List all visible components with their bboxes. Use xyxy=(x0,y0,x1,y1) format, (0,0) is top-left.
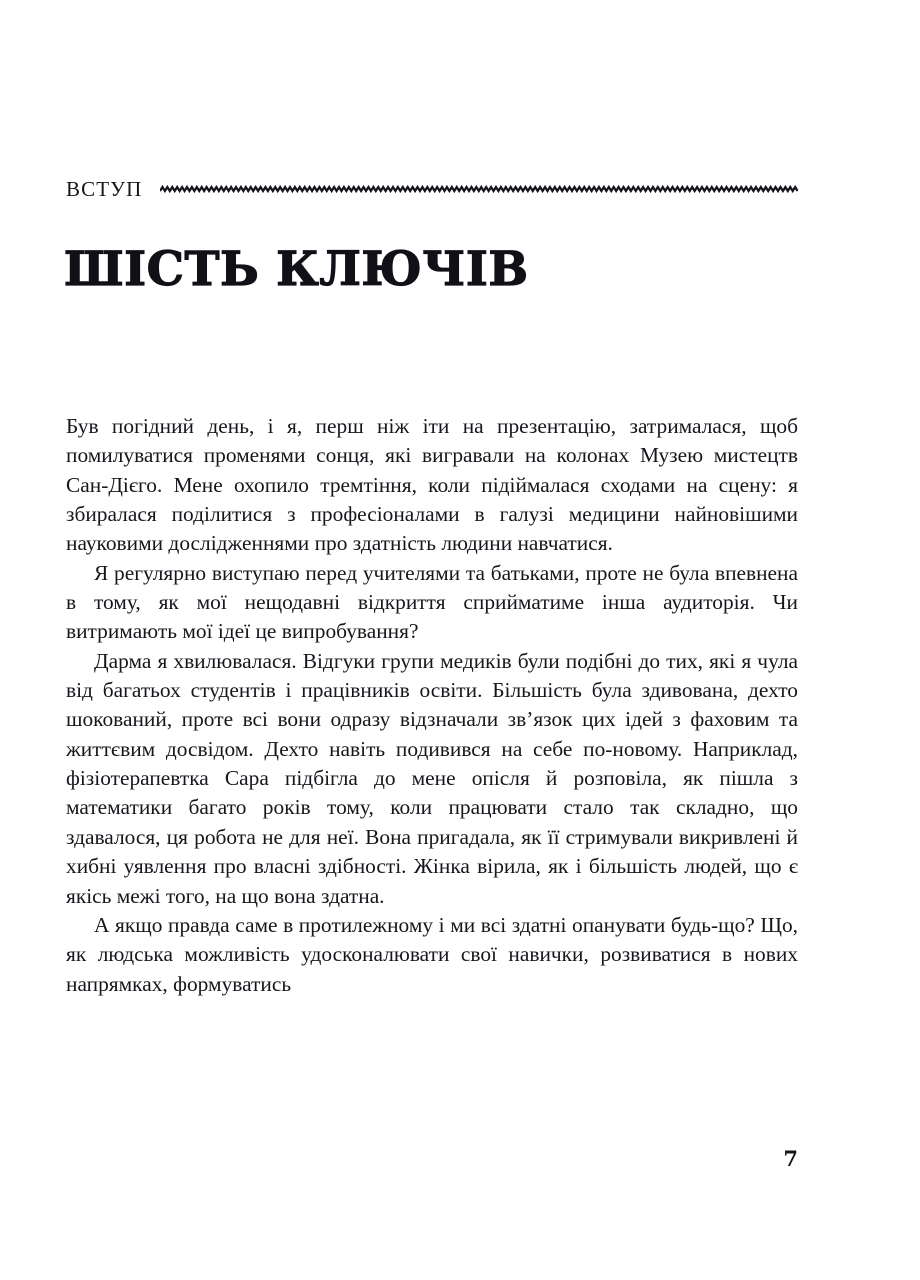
paragraph: Я регулярно виступаю перед учителями та батьками, проте не була впевнена в тому, як мої нещодавні відкриття сприйматиме інша аудиторія. Чи витримають мої ідеї це випробування? xyxy=(66,560,798,644)
paragraph: Дарма я хвилювалася. Відгуки групи медиків були подібні до тих, які я чула від багатьох студентів і працівників освіти. Більшість була здивована, дехто шокований, проте всі вони одразу відзначали зв’язок цих ідей з фаховим та життєвим досвідом. Дехто навіть подивився на себе по-новому. Наприклад, фізіотерапевтка Сара підбігла до мене опісля й розповіла, як пішла з математики багато років тому, коли працювати стало так складно, що здавалося, ця робота не для неї. Вона пригадала, як її стримували викривлені й хибні уявлення про власні здібності. Жінка вірила, як і більшість людей, що є якісь межі того, на що вона здатна. xyxy=(66,648,798,908)
paragraph: Був погідний день, і я, перш ніж іти на презентацію, затрималася, щоб помилуватися променями сонця, які вигравали на колонах Музею мистецтв Сан-Дієго. Мене охопило тремтіння, коли підіймалася сходами на сцену: я збиралася поділитися з професіоналами в галузі медицини найновішими науковими дослідженнями про здатність людини навчатися. xyxy=(66,414,798,556)
paragraph: А якщо правда саме в протилежному і ми всі здатні опанувати будь-що? Що, як людська можливість удосконалювати свої навички, розвиватися в нових напрямках, формуватись xyxy=(66,912,798,996)
page-title: ШІСТЬ КЛЮЧІВ xyxy=(64,242,529,297)
running-head-label: ВСТУП xyxy=(66,176,143,201)
body-text xyxy=(66,412,798,1116)
page-number: 7 xyxy=(783,1146,798,1171)
wavy-rule-icon xyxy=(160,182,798,196)
running-head xyxy=(66,174,798,204)
